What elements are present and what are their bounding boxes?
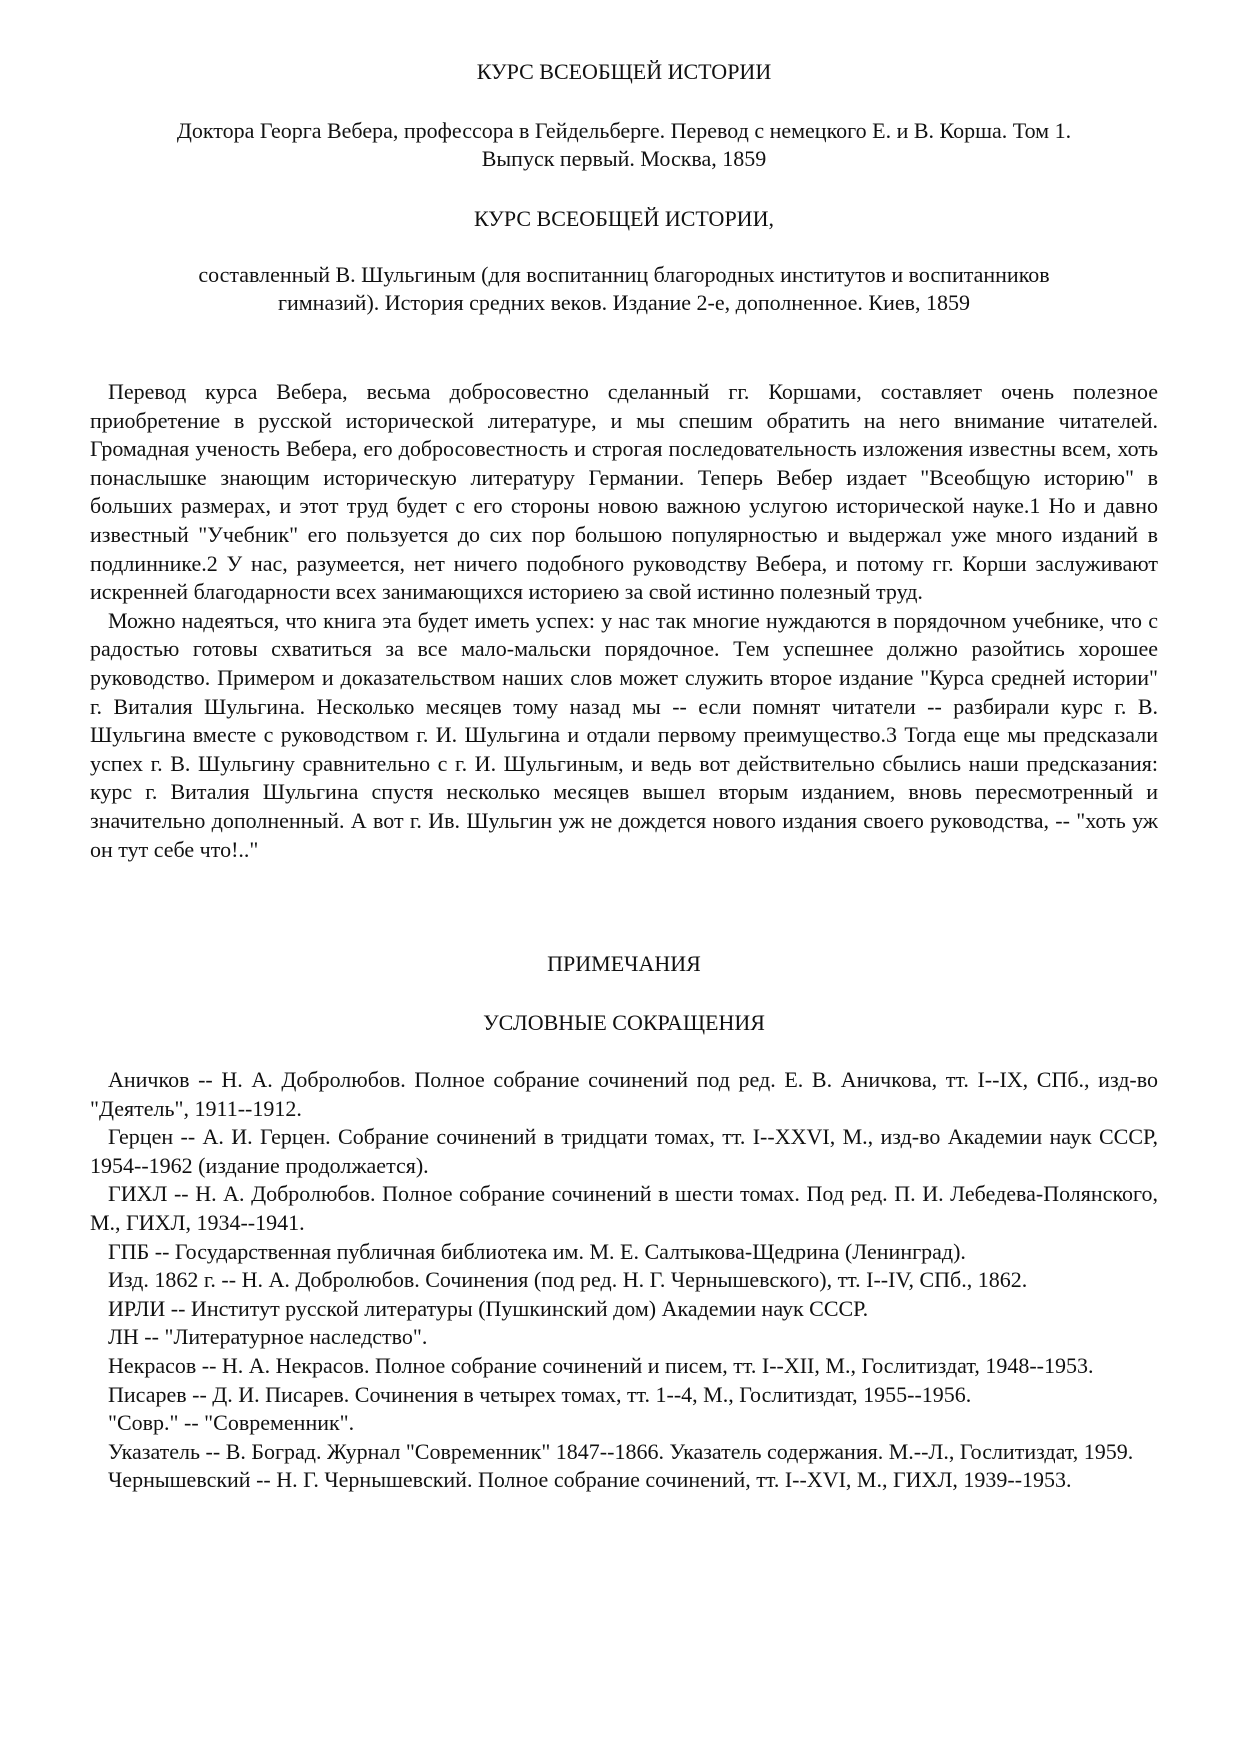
abbreviation-entry: "Совр." -- "Современник". [108, 1410, 355, 1436]
abbreviation-entry: Аничков -- Н. А. Добролюбов. Полное собрание сочинений под ред. Е. В. Аничкова, тт. I--IX, СПб., изд-во "Деятель", 1911--1912. [90, 1067, 1158, 1121]
abbreviation-entry: Указатель -- В. Бoград. Журнал "Современник" 1847--1866. Указатель содержания. М.--Л., Гослитиздат, 1959. [108, 1438, 1134, 1464]
abbreviation-entry: ИРЛИ -- Институт русской литературы (Пушкинский дом) Академии наук СССР. [108, 1295, 869, 1321]
abbreviations-list [90, 1066, 1158, 1495]
abbreviations-heading: УСЛОВНЫЕ СОКРАЩЕНИЯ [483, 1010, 765, 1035]
abbreviation-entry: Чернышевский -- Н. Г. Чернышевский. Полное собрание сочинений, тт. I--XVI, М., ГИХЛ, 1939--1953. [108, 1467, 1072, 1493]
review-paragraph: Можно надеяться, что книга эта будет иметь успех: у нас так многие нуждаются в порядочном учебнике, что с радостью готовы схватиться за все мало-мальски порядочное. Тем успешнее должно разойтись хорошее руководство. Примером и доказательством наших слов может служить второе издание "Курса средней истории" г. Виталия Шульгина. Несколько месяцев тому назад мы -- если помнят читатели -- разбирали курс г. В. Шульгина вместе с руководством г. И. Шульгина и отдали первому преимущество.3 Тогда еще мы предсказали успех г. В. Шульгину сравнительно с г. И. Шульгиным, и ведь вот действительно сбылись наши предсказания: курс г. Виталия Шульгина спустя несколько месяцев вышел вторым изданием, вновь пересмотренный и значительно дополненный. А вот г. Ив. Шульгин уж не дождется нового издания своего руководства, -- "хоть уж он тут себе что!.." [90, 607, 1158, 862]
book-subtitle-weber [90, 117, 1158, 173]
abbreviation-entry: ГПБ -- Государственная публичная библиотека им. М. Е. Салтыкова-Щедрина (Ленинград). [108, 1238, 966, 1264]
review-paragraph: Перевод курса Вебера, весьма добросовестно сделанный гг. Коршами, составляет очень полезное приобретение в русской исторической литературе, и мы спешим обратить на него внимание читателей. Громадная ученость Вебера, его добросовестность и строгая последовательность изложения известны всем, хоть понаслышке знающим историческую литературу Германии. Теперь Вебер издает "Всеобщую историю" в больших размерах, и этот труд будет с его стороны новою важною услугою исторической науке.1 Но и давно известный "Учебник" его пользуется до сих пор большою популярностью и выдержал уже много изданий в подлиннике.2 У нас, разумеется, нет ничего подобного руководству Вебера, и потому гг. Корши заслуживают искренней благодарности всех занимающихся историею за свой истинно полезный труд. [90, 379, 1158, 605]
book-subtitle-shulgin-line-1: составленный В. Шульгиным (для воспитанниц благородных институтов и воспитанников [198, 262, 1050, 287]
abbreviation-entry: Изд. 1862 г. -- Н. А. Добролюбов. Сочинения (под ред. Н. Г. Чернышевского), тт. I--IV, СПб., 1862. [108, 1267, 1028, 1293]
abbreviation-entry: Некрасов -- Н. А. Некрасов. Полное собрание сочинений и писем, тт. I--XII, М., Гослитиздат, 1948--1953. [108, 1352, 1094, 1378]
review-body [90, 378, 1158, 864]
abbreviation-entry: Герцен -- А. И. Герцен. Собрание сочинений в тридцати томах, тт. I--XXVI, М., изд-во Академии наук СССР, 1954--1962 (издание продолжается). [90, 1124, 1158, 1178]
book-subtitle-weber-line-1: Доктора Георга Вебера, профессора в Гейдельберге. Перевод с немецкого Е. и В. Корша. Том 1. [176, 118, 1072, 143]
abbreviation-entry: ЛН -- "Литературное наследство". [108, 1324, 428, 1350]
book-subtitle-weber-line-2: Выпуск первый. Москва, 1859 [481, 146, 767, 171]
abbreviation-entry: ГИХЛ -- Н. А. Добролюбов. Полное собрание сочинений в шести томах. Под ред. П. И. Лебедева-Полянского, М., ГИХЛ, 1934--1941. [90, 1181, 1158, 1235]
book-title-weber: КУРС ВСЕОБЩЕЙ ИСТОРИИ [476, 59, 772, 84]
book-title-shulgin: КУРС ВСЕОБЩЕЙ ИСТОРИИ, [474, 206, 774, 231]
abbreviation-entry: Писарев -- Д. И. Писарев. Сочинения в четырех томах, тт. 1--4, М., Гослитиздат, 1955--1956. [108, 1381, 972, 1407]
notes-heading: ПРИМЕЧАНИЯ [547, 951, 701, 976]
book-subtitle-shulgin [90, 261, 1158, 317]
book-subtitle-shulgin-line-2: гимназий). История средних веков. Издание 2-е, дополненное. Киев, 1859 [277, 290, 971, 315]
